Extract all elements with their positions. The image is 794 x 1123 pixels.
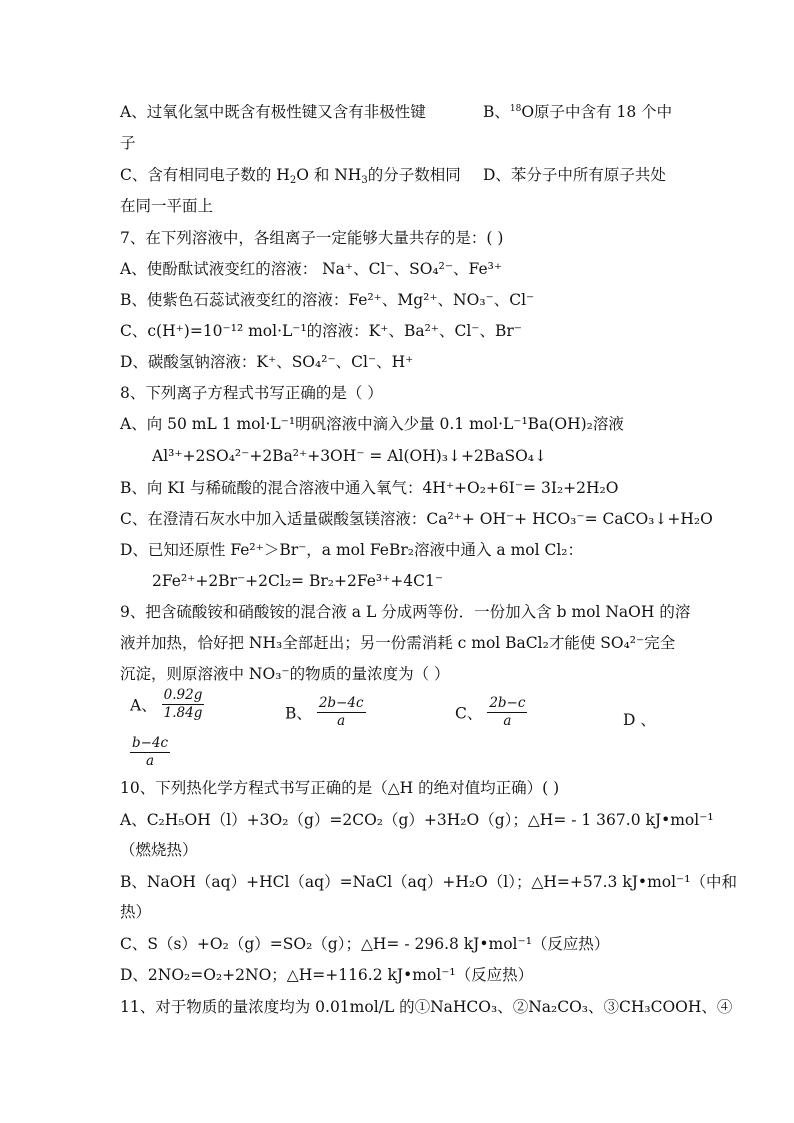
q10-option-a: A、C₂H₅OH（l）+3O₂（g）=2CO₂（g）+3H₂O（g）；△H= - 1 367.0 kJ•mol⁻¹ xyxy=(120,811,714,829)
q9-stem-line-3: 沉淀，则原溶液中 NO₃⁻的物质的量浓度为（ ） xyxy=(120,665,450,683)
q11-stem: 11、对于物质的量浓度均为 0.01mol/L 的①NaHCO₃、②Na₂CO₃、③CH₃COOH、④ xyxy=(120,998,733,1016)
q9-option-c: C、 $\frac{2b-c}{a}$ xyxy=(455,695,526,729)
q10-option-c: C、S（s）+O₂（g）=SO₂（g）；△H= - 296.8 kJ•mol⁻¹（反应热） xyxy=(120,935,610,953)
q10-stem: 10、下列热化学方程式书写正确的是（△H 的绝对值均正确）( ) xyxy=(120,779,560,797)
q9-stem-line-1: 9、把含硫酸铵和硝酸铵的混合液 a L 分成两等份．一份加入含 b mol NaOH 的溶 xyxy=(120,603,691,621)
q9-option-b: B、 $\frac{2b-4c}{a}$ xyxy=(285,695,364,729)
q8-option-a-equation: Al³⁺+2SO₄²⁻+2Ba²⁺+3OH⁻ = Al(OH)₃↓+2BaSO₄↓ xyxy=(152,447,547,465)
q10-option-b-wrap: 热） xyxy=(120,903,152,921)
q8-stem: 8、下列离子方程式书写正确的是（ ） xyxy=(120,384,383,402)
q6-option-a-row xyxy=(120,101,673,123)
q6-option-c-row xyxy=(120,164,666,186)
q10-option-b: B、NaOH（aq）+HCl（aq）=NaCl（aq）+H₂O（l）；△H=+57.3 kJ•mol⁻¹（中和 xyxy=(120,873,737,891)
q9-option-d-label: D 、 xyxy=(623,711,656,729)
q9-options xyxy=(120,688,680,768)
q9-option-d xyxy=(130,736,170,769)
q9-option-a: A、 $\frac{0.92g}{1.84g}$ xyxy=(130,687,203,721)
q9-stem-line-2: 液并加热，恰好把 NH₃全部赶出；另一份需消耗 c mol BaCl₂才能使 SO₄²⁻完全 xyxy=(120,634,676,652)
q7-option-a: A、使酚酞试液变红的溶液： Na⁺、Cl⁻、SO₄²⁻、Fe³⁺ xyxy=(120,260,503,278)
q8-option-c: C、在澄清石灰水中加入适量碳酸氢镁溶液：Ca²⁺+ OH⁻+ HCO₃⁻= CaCO₃↓+H₂O xyxy=(120,510,713,528)
q9-option-c-fraction: $\frac{2b-c}{a}$ xyxy=(489,695,526,729)
q9-option-b-fraction: $\frac{2b-4c}{a}$ xyxy=(318,695,364,729)
q8-option-b: B、向 KI 与稀硫酸的混合溶液中通入氧气：4H⁺+O₂+6I⁻= 3I₂+2H₂O xyxy=(120,479,619,497)
q7-option-b: B、使紫色石蕊试液变红的溶液：Fe²⁺、Mg²⁺、NO₃⁻、Cl⁻ xyxy=(120,291,535,309)
q6-option-a: A、过氧化氢中既含有极性键又含有非极性键 xyxy=(120,103,426,121)
q6-option-b-wrap: 子 xyxy=(120,134,136,152)
q6-option-b: B、$^{18}$O原子中含有 18 个中 xyxy=(483,103,673,121)
q6-option-c: C、含有相同电子数的 $H_2O$ 和 $NH_3$的分子数相同 xyxy=(120,166,461,186)
q8-option-d-equation: 2Fe²⁺+2Br⁻+2Cl₂= Br₂+2Fe³⁺+4C1⁻ xyxy=(152,572,444,590)
q6-option-d-wrap: 在同一平面上 xyxy=(120,197,214,215)
q9-option-a-fraction: $\frac{0.92g}{1.84g}$ xyxy=(163,687,203,721)
q7-option-d: D、碳酸氢钠溶液：K⁺、SO₄²⁻、Cl⁻、H⁺ xyxy=(120,353,414,371)
q7-option-c: C、c(H⁺)=10⁻¹² mol·L⁻¹的溶液：K⁺、Ba²⁺、Cl⁻、Br⁻ xyxy=(120,322,522,340)
q7-stem: 7、在下列溶液中，各组离子一定能够大量共存的是：( ) xyxy=(120,229,504,247)
q10-option-a-wrap: （燃烧热） xyxy=(120,841,198,859)
q6-option-d: D、苯分子中所有原子共处 xyxy=(483,166,666,184)
q8-option-d: D、已知还原性 Fe²⁺＞Br⁻，a mol FeBr₂溶液中通入 a mol Cl₂： xyxy=(120,541,584,559)
q8-option-a: A、向 50 mL 1 mol·L⁻¹明矾溶液中滴入少量 0.1 mol·L⁻¹Ba(OH)₂溶液 xyxy=(120,415,624,433)
q10-option-d: D、2NO₂=O₂+2NO；△H=+116.2 kJ•mol⁻¹（反应热） xyxy=(120,966,534,984)
q9-option-d-fraction: $\frac{b-4c}{a}$ xyxy=(132,735,169,769)
